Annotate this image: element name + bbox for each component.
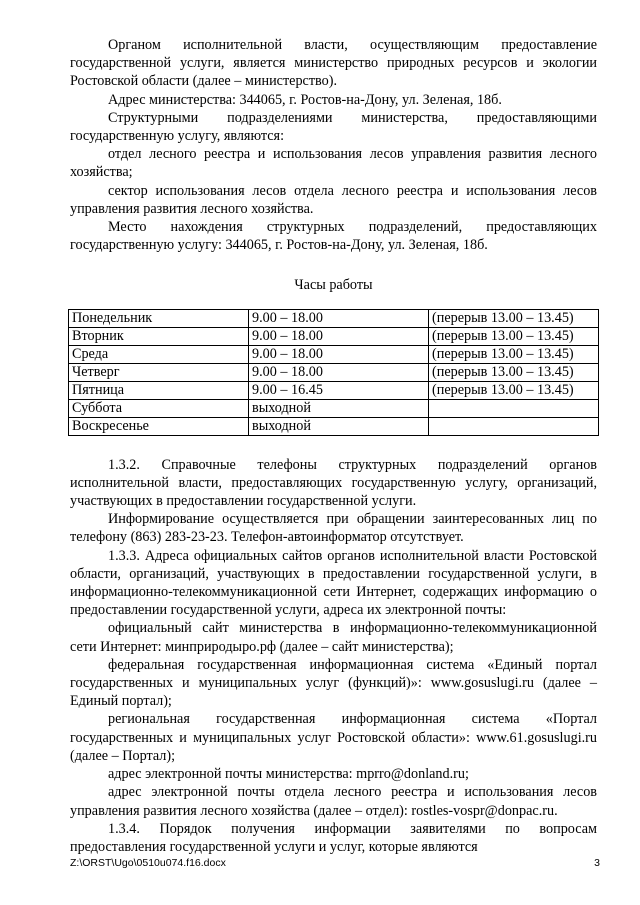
table-row [69, 363, 599, 381]
paragraph-ministry-site: официальный сайт министерства в информационно-телекоммуникационной сети Интернет: минприродыро.рф (далее – сайт министерства); [70, 620, 597, 655]
table-row [69, 381, 599, 399]
time-cell: выходной [249, 417, 429, 435]
paragraph-regional-portal: региональная государственная информационная система «Портал государственных и муниципальных услуг Ростовской области»: www.61.gosuslugi.ru (далее – Портал); [70, 711, 597, 764]
break-cell [429, 417, 599, 435]
paragraph-phone-information: Информирование осуществляется при обращении заинтересованных лиц по телефону (863) 283-23-23. Телефон-автоинформатор отсутствует. [70, 511, 597, 546]
paragraph-ministry-address: Адрес министерства: 344065, г. Ростов-на-Дону, ул. Зеленая, 18б. [108, 91, 502, 108]
time-cell: 9.00 – 18.00 [249, 363, 429, 381]
time-cell: 9.00 – 16.45 [249, 381, 429, 399]
day-cell: Воскресенье [69, 417, 249, 435]
paragraph-executive-body: Органом исполнительной власти, осуществляющим предоставление государственной услуги, является министерство природных ресурсов и экологии Ростовской области (далее – министерство). [70, 37, 597, 90]
working-hours-title: Часы работы [294, 277, 373, 294]
time-cell: 9.00 – 18.00 [249, 345, 429, 363]
paragraph-unified-portal: федеральная государственная информационная система «Единый портал государственных и муниципальных услуг (функций)»: www.gosuslugi.ru (далее – Единый портал); [70, 656, 597, 710]
working-hours-table [68, 309, 599, 436]
break-cell [429, 399, 599, 417]
intro-section [70, 36, 597, 254]
break-cell: (перерыв 13.00 – 13.45) [429, 345, 599, 363]
paragraph-reference-phones: 1.3.2. Справочные телефоны структурных подразделений органов исполнительной власти, предоставляющих государственную услугу, организаций, участвующих в предоставлении государственной услуги. [70, 456, 597, 510]
page-number: 3 [594, 857, 600, 869]
paragraph-forest-registry-department: отдел лесного реестра и использования лесов управления развития лесного хозяйства; [70, 146, 597, 181]
day-cell: Вторник [69, 327, 249, 345]
paragraph-department-email: адрес электронной почты отдела лесного реестра и использования лесов управления развития лесного хозяйства (далее – отдел): rostles-vospr@donpac.ru. [70, 784, 597, 819]
day-cell: Суббота [69, 399, 249, 417]
break-cell: (перерыв 13.00 – 13.45) [429, 309, 599, 327]
day-cell: Пятница [69, 381, 249, 399]
paragraph-structural-units: Структурными подразделениями министерства, предоставляющими государственную услугу, являются: [70, 109, 597, 145]
contacts-section [70, 456, 597, 856]
file-path: Z:\ORST\Ugo\0510u074.f16.docx [70, 857, 226, 869]
day-cell: Четверг [69, 363, 249, 381]
document-page [70, 36, 597, 856]
table-row [69, 417, 599, 435]
break-cell: (перерыв 13.00 – 13.45) [429, 381, 599, 399]
paragraph-units-location: Место нахождения структурных подразделений, предоставляющих государственную услугу: 344065, г. Ростов-на-Дону, ул. Зеленая, 18б. [70, 219, 597, 254]
paragraph-official-sites: 1.3.3. Адреса официальных сайтов органов исполнительной власти Ростовской области, организаций, участвующих в предоставлении государственной услуги, в информационно-телекоммуникационной сети Интернет, содержащих информацию о предоставлении государственной услуги, адреса их электронной почты: [70, 547, 597, 619]
time-cell: 9.00 – 18.00 [249, 327, 429, 345]
paragraph-forest-use-sector: сектор использования лесов отдела лесного реестра и использования лесов управления развития лесного хозяйства. [70, 182, 597, 217]
break-cell: (перерыв 13.00 – 13.45) [429, 327, 599, 345]
break-cell: (перерыв 13.00 – 13.45) [429, 363, 599, 381]
paragraph-information-procedure: 1.3.4. Порядок получения информации заявителями по вопросам предоставления государственной услуги и услуг, которые являются [70, 820, 597, 855]
table-row [69, 399, 599, 417]
paragraph-ministry-email: адрес электронной почты министерства: mprro@donland.ru; [108, 766, 469, 783]
time-cell: 9.00 – 18.00 [249, 309, 429, 327]
table-row [69, 309, 599, 327]
time-cell: выходной [249, 399, 429, 417]
table-row [69, 345, 599, 363]
day-cell: Понедельник [69, 309, 249, 327]
table-row [69, 327, 599, 345]
day-cell: Среда [69, 345, 249, 363]
